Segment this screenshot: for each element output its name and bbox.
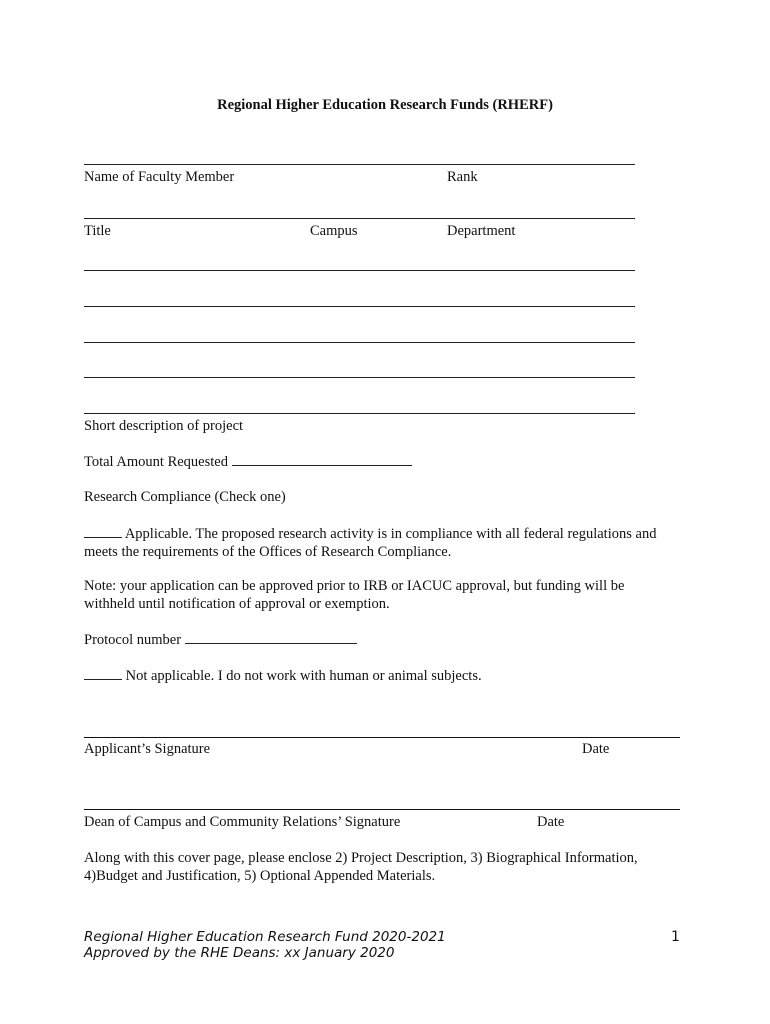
protocol-number-field[interactable] (185, 630, 357, 644)
description-line-5[interactable] (84, 413, 635, 414)
amount-label: Total Amount Requested (84, 454, 228, 470)
applicant-date-label: Date (582, 741, 610, 757)
amount-field[interactable] (232, 452, 412, 466)
name-label: Name of Faculty Member (84, 169, 235, 185)
department-label: Department (447, 223, 516, 239)
applicable-checkbox[interactable] (84, 524, 122, 538)
applicable-option (84, 524, 674, 561)
not-applicable-text: Not applicable. I do not work with human or animal subjects. (125, 668, 482, 684)
page-title: Regional Higher Education Research Funds (RHERF) (217, 97, 553, 113)
title-campus-department-line[interactable] (84, 218, 635, 219)
dean-date-label: Date (537, 814, 565, 830)
enclosure-text: Along with this cover page, please enclose 2) Project Description, 3) Biographical Information, 4)Budget and Justification, 5) Optional Appended Materials. (84, 850, 638, 884)
protocol-label: Protocol number (84, 632, 182, 648)
rank-label: Rank (447, 169, 478, 185)
campus-label: Campus (310, 223, 358, 239)
applicant-signature-line[interactable] (84, 737, 680, 738)
footer-line-1: Regional Higher Education Research Fund 2020-2021 (84, 929, 446, 945)
description-label: Short description of project (84, 418, 244, 434)
name-rank-line[interactable] (84, 164, 635, 165)
description-line-4[interactable] (84, 377, 635, 378)
compliance-heading: Research Compliance (Check one) (84, 489, 286, 505)
not-applicable-option (84, 666, 482, 685)
description-line-2[interactable] (84, 306, 635, 307)
dean-signature-line[interactable] (84, 809, 680, 810)
applicant-signature-label: Applicant’s Signature (84, 741, 211, 757)
page-number: 1 (671, 929, 680, 945)
not-applicable-checkbox[interactable] (84, 666, 122, 680)
description-line-3[interactable] (84, 342, 635, 343)
dean-signature-label: Dean of Campus and Community Relations’ Signature (84, 814, 401, 830)
amount-row (84, 452, 412, 471)
footer-line-2: Approved by the RHE Deans: xx January 2020 (84, 945, 395, 961)
applicable-text: Applicable. The proposed research activity is in compliance with all federal regulations and meets the requirements of the Offices of Research Compliance. (84, 526, 657, 560)
title-label: Title (84, 223, 111, 239)
description-line-1[interactable] (84, 270, 635, 271)
protocol-row (84, 630, 357, 649)
note-text: Note: your application can be approved prior to IRB or IACUC approval, but funding will be withheld until notification of approval or exemption. (84, 578, 625, 612)
